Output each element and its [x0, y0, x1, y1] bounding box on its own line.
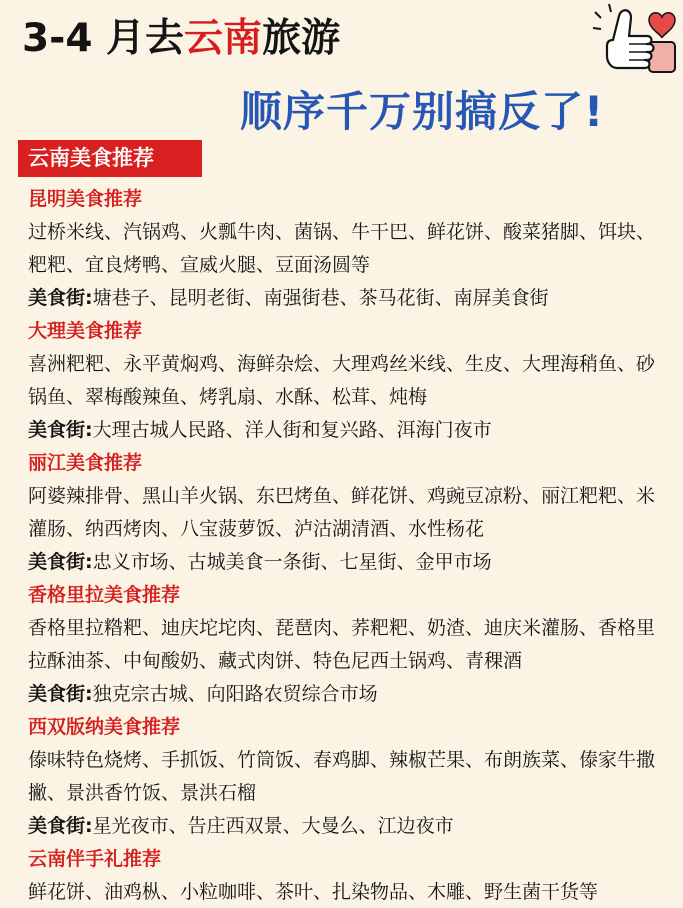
food-street-line	[28, 414, 668, 447]
title-text-part1: 3-4 月去	[22, 16, 185, 61]
food-street-list: 塘巷子、昆明老街、南强街巷、茶马花街、南屏美食街	[92, 287, 549, 309]
section-lijiang	[28, 447, 668, 579]
food-street-line	[28, 678, 668, 711]
section-shangrila	[28, 579, 668, 711]
food-content	[28, 183, 668, 908]
food-list: 香格里拉糌粑、迪庆坨坨肉、琵琶肉、荞粑粑、奶渣、迪庆米灌肠、香格里拉酥油茶、中甸酸奶、藏式肉饼、特色尼西土锅鸡、青稞酒	[28, 617, 656, 672]
food-list: 阿婆辣排骨、黑山羊火锅、东巴烤鱼、鲜花饼、鸡豌豆凉粉、丽江粑粑、米灌肠、纳西烤肉、八宝菠萝饭、泸沽湖清酒、水性杨花	[28, 485, 656, 540]
title-highlight: 云南	[184, 16, 263, 61]
section-banner: 云南美食推荐	[18, 140, 202, 177]
section-souvenirs	[28, 843, 668, 908]
food-street-line	[28, 282, 668, 315]
food-street-label: 美食街:	[28, 287, 93, 309]
section-xishuangbanna	[28, 711, 668, 843]
section-kunming	[28, 183, 668, 315]
food-street-line	[28, 810, 668, 843]
food-list: 傣味特色烧烤、手抓饭、竹筒饭、春鸡脚、辣椒芒果、布朗族菜、傣家牛撒撇、景洪香竹饭、景洪石榴	[28, 749, 656, 804]
section-title: 西双版纳美食推荐	[28, 716, 181, 738]
food-street-label: 美食街:	[28, 683, 93, 705]
food-street-label: 美食街:	[28, 551, 93, 573]
food-street-list: 忠义市场、古城美食一条街、七星街、金甲市场	[92, 551, 492, 573]
page-subtitle: 顺序千万别搞反了!	[240, 87, 605, 136]
thumbs-up-icon	[589, 2, 679, 80]
title-text-part2: 旅游	[262, 16, 341, 61]
page-title	[22, 14, 340, 64]
food-list: 喜洲粑粑、永平黄焖鸡、海鲜杂烩、大理鸡丝米线、生皮、大理海稍鱼、砂锅鱼、翠梅酸辣鱼、烤乳扇、水酥、松茸、炖梅	[28, 353, 656, 408]
section-title: 丽江美食推荐	[28, 452, 143, 474]
section-title: 大理美食推荐	[28, 320, 143, 342]
section-title: 昆明美食推荐	[28, 188, 143, 210]
souvenir-list: 鲜花饼、油鸡枞、小粒咖啡、茶叶、扎染物品、木雕、野生菌干货等	[28, 881, 599, 903]
food-street-label: 美食街:	[28, 815, 93, 837]
food-street-label: 美食街:	[28, 419, 93, 441]
section-dali	[28, 315, 668, 447]
food-list: 过桥米线、汽锅鸡、火瓢牛肉、菌锅、牛干巴、鲜花饼、酸菜猪脚、饵块、粑粑、宜良烤鸭、宣威火腿、豆面汤圆等	[28, 221, 656, 276]
food-street-line	[28, 546, 668, 579]
section-title: 云南伴手礼推荐	[28, 848, 162, 870]
food-street-list: 星光夜市、告庄西双景、大曼么、江边夜市	[92, 815, 454, 837]
section-title: 香格里拉美食推荐	[28, 584, 181, 606]
food-street-list: 大理古城人民路、洋人街和复兴路、洱海门夜市	[92, 419, 492, 441]
food-street-list: 独克宗古城、向阳路农贸综合市场	[92, 683, 378, 705]
